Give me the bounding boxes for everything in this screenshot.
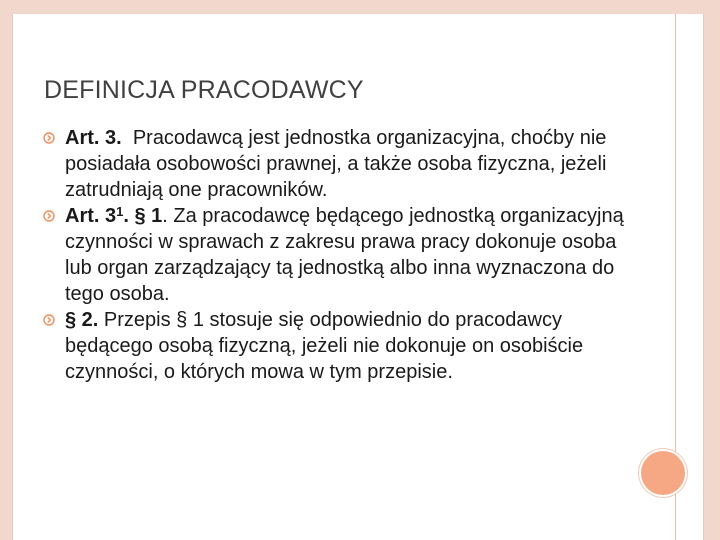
bullet-icon (43, 314, 55, 326)
bullet-icon (43, 132, 55, 144)
item-superscript: 1 (116, 204, 124, 219)
item-text: . Za pracodawcę będącego jednostką organizacyjną czynności w sprawach z zakresu prawa pracy dokonuje osoba lub organ zarządzający tą jednostką albo inna wyznaczona do tego osoba. (65, 205, 624, 305)
item-lead: Art. 3. (65, 127, 122, 149)
item-lead-section: . § 1 (123, 205, 163, 227)
item-text: Przepis § 1 stosuje się odpowiednio do pracodawcy będącego osobą fizyczną, jeżeli nie dokonuje on osobiście czynności, o których mowa w tym przepisie. (65, 309, 584, 383)
item-text: Pracodawcą jest jednostka organizacyjna, choćby nie posiadała osobowości prawnej, a także osoba fizyczna, jeżeli zatrudniają one pracowników. (65, 127, 607, 201)
list-item (43, 125, 643, 203)
item-lead: Art. 3 (65, 205, 117, 227)
decorative-circle (641, 451, 685, 495)
list-item (43, 203, 643, 307)
item-lead: § 2. (65, 309, 99, 331)
bullet-list (43, 125, 643, 385)
bullet-icon (43, 210, 55, 222)
list-item (43, 307, 643, 385)
slide-title: DEFINICJA PRACODAWCY (44, 76, 364, 104)
slide (12, 14, 704, 540)
